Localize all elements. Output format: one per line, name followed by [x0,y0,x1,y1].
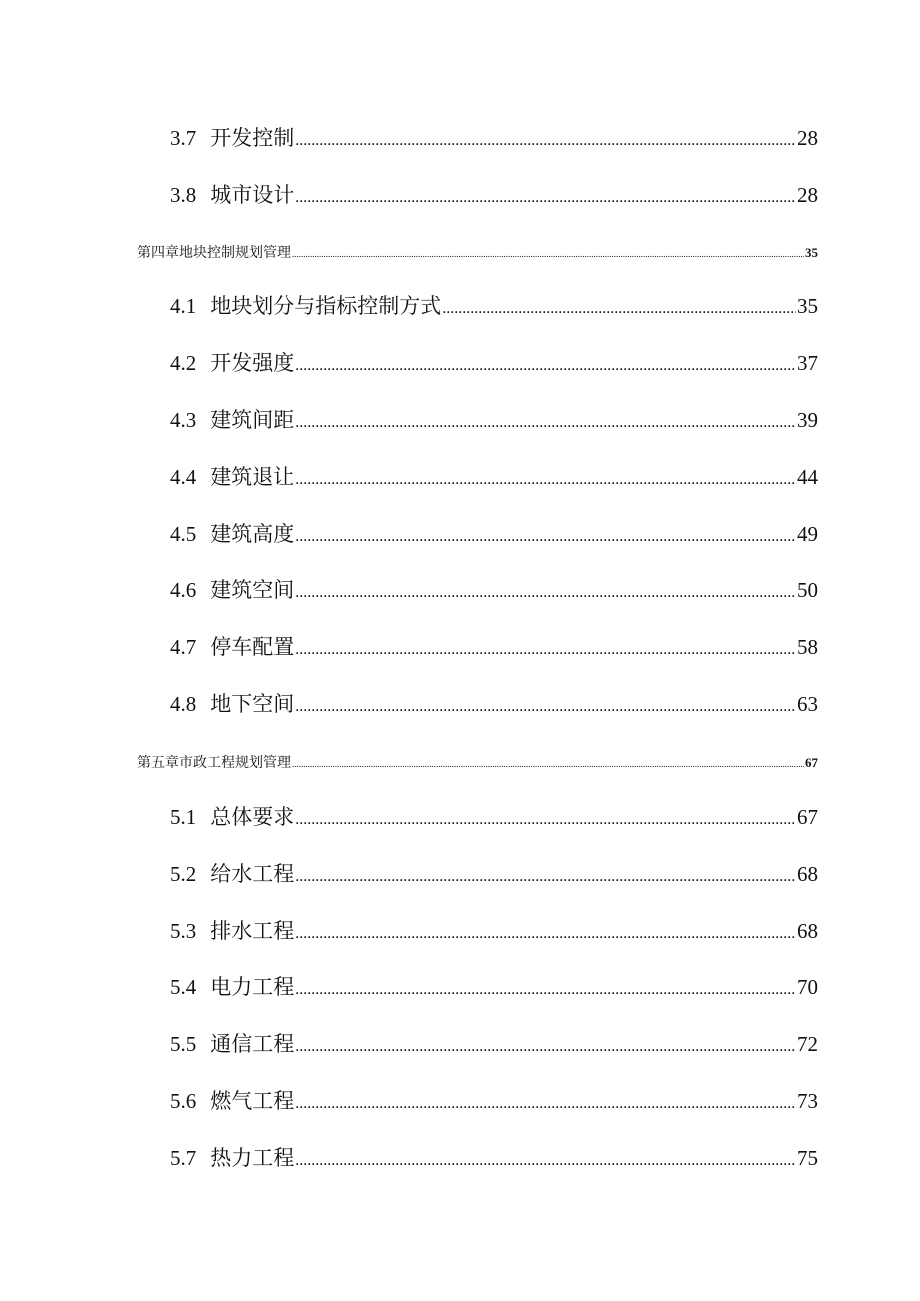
toc-leader [442,295,796,323]
toc-entry-4-8[interactable] [170,690,818,721]
toc-leader [295,920,796,948]
toc-number: 3.8 [170,183,197,207]
toc-number: 4.6 [170,578,197,602]
toc-title: 热力工程 [210,1146,295,1170]
toc-page: 35 [805,245,818,260]
toc-entry-3-8[interactable] [170,181,818,212]
toc-leader [295,579,796,607]
toc-page: 73 [797,1089,818,1113]
toc-title: 开发强度 [210,351,295,375]
toc-leader [295,184,796,212]
toc-page: 49 [797,522,818,546]
toc-leader [295,523,796,551]
toc-leader [295,127,796,155]
toc-entry-4-6[interactable] [170,576,818,607]
toc-entry-4-5[interactable] [170,520,818,551]
toc-entry-4-4[interactable] [170,463,818,494]
toc-leader [295,863,796,891]
toc-title: 地下空间 [210,692,295,716]
toc-number: 4.3 [170,408,197,432]
toc-entry-5-6[interactable] [170,1087,818,1118]
toc-leader [295,976,796,1004]
toc-entry-5-7[interactable] [170,1144,818,1175]
toc-page: 35 [797,294,818,318]
toc-page: 72 [797,1032,818,1056]
toc-leader [295,1090,796,1118]
toc-number: 5.1 [170,805,197,829]
toc-page: 50 [797,578,818,602]
toc-page: 28 [797,183,818,207]
toc-title: 燃气工程 [210,1089,295,1113]
toc-title: 电力工程 [210,975,295,999]
toc-page: 58 [797,635,818,659]
toc-leader [295,806,796,834]
toc-number: 4.4 [170,465,197,489]
toc-entry-5-4[interactable] [170,973,818,1004]
toc-page: 37 [797,351,818,375]
toc-entry-4-3[interactable] [170,406,818,437]
toc-chapter-4[interactable] [137,243,818,264]
toc-chapter-5[interactable] [137,753,818,774]
toc-leader [295,1033,796,1061]
toc-title: 第四章地块控制规划管理 [137,245,291,261]
toc-number: 4.1 [170,294,197,318]
toc-title: 建筑高度 [210,522,295,546]
toc-leader [292,754,804,774]
toc-number: 5.6 [170,1089,197,1113]
toc-title: 停车配置 [210,635,295,659]
toc-number: 5.2 [170,862,197,886]
toc-page: 70 [797,975,818,999]
toc-number: 5.7 [170,1146,197,1170]
toc-leader [295,466,796,494]
toc-title: 建筑间距 [210,408,295,432]
toc-entry-4-2[interactable] [170,349,818,380]
toc-entry-5-1[interactable] [170,803,818,834]
toc-leader [292,244,804,264]
toc-title: 第五章市政工程规划管理 [137,755,291,771]
toc-leader [295,1147,796,1175]
toc-number: 3.7 [170,126,197,150]
toc-page: 67 [805,755,818,770]
toc-title: 建筑退让 [210,465,295,489]
toc-title: 城市设计 [210,183,295,207]
toc-page: 67 [797,805,818,829]
toc-number: 4.8 [170,692,197,716]
toc-number: 4.7 [170,635,197,659]
toc-page: 63 [797,692,818,716]
toc-leader [295,409,796,437]
toc-page: 44 [797,465,818,489]
toc-number: 4.5 [170,522,197,546]
toc-number: 5.5 [170,1032,197,1056]
toc-page: 68 [797,862,818,886]
toc-title: 通信工程 [210,1032,295,1056]
toc-entry-5-2[interactable] [170,860,818,891]
toc-leader [295,636,796,664]
toc-entry-4-7[interactable] [170,633,818,664]
toc-page: 28 [797,126,818,150]
toc-number: 5.4 [170,975,197,999]
toc-leader [295,352,796,380]
toc-title: 建筑空间 [210,578,295,602]
toc-entry-5-3[interactable] [170,917,818,948]
toc-title: 地块划分与指标控制方式 [210,294,442,318]
toc-title: 给水工程 [210,862,295,886]
toc-page: 39 [797,408,818,432]
toc-page: 75 [797,1146,818,1170]
toc-entry-4-1[interactable] [170,292,818,323]
toc-page: 68 [797,919,818,943]
toc-number: 4.2 [170,351,197,375]
toc-entry-3-7[interactable] [170,124,818,155]
toc-leader [295,693,796,721]
toc-title: 排水工程 [210,919,295,943]
toc-number: 5.3 [170,919,197,943]
toc-title: 总体要求 [210,805,295,829]
toc-title: 开发控制 [210,126,295,150]
toc-entry-5-5[interactable] [170,1030,818,1061]
